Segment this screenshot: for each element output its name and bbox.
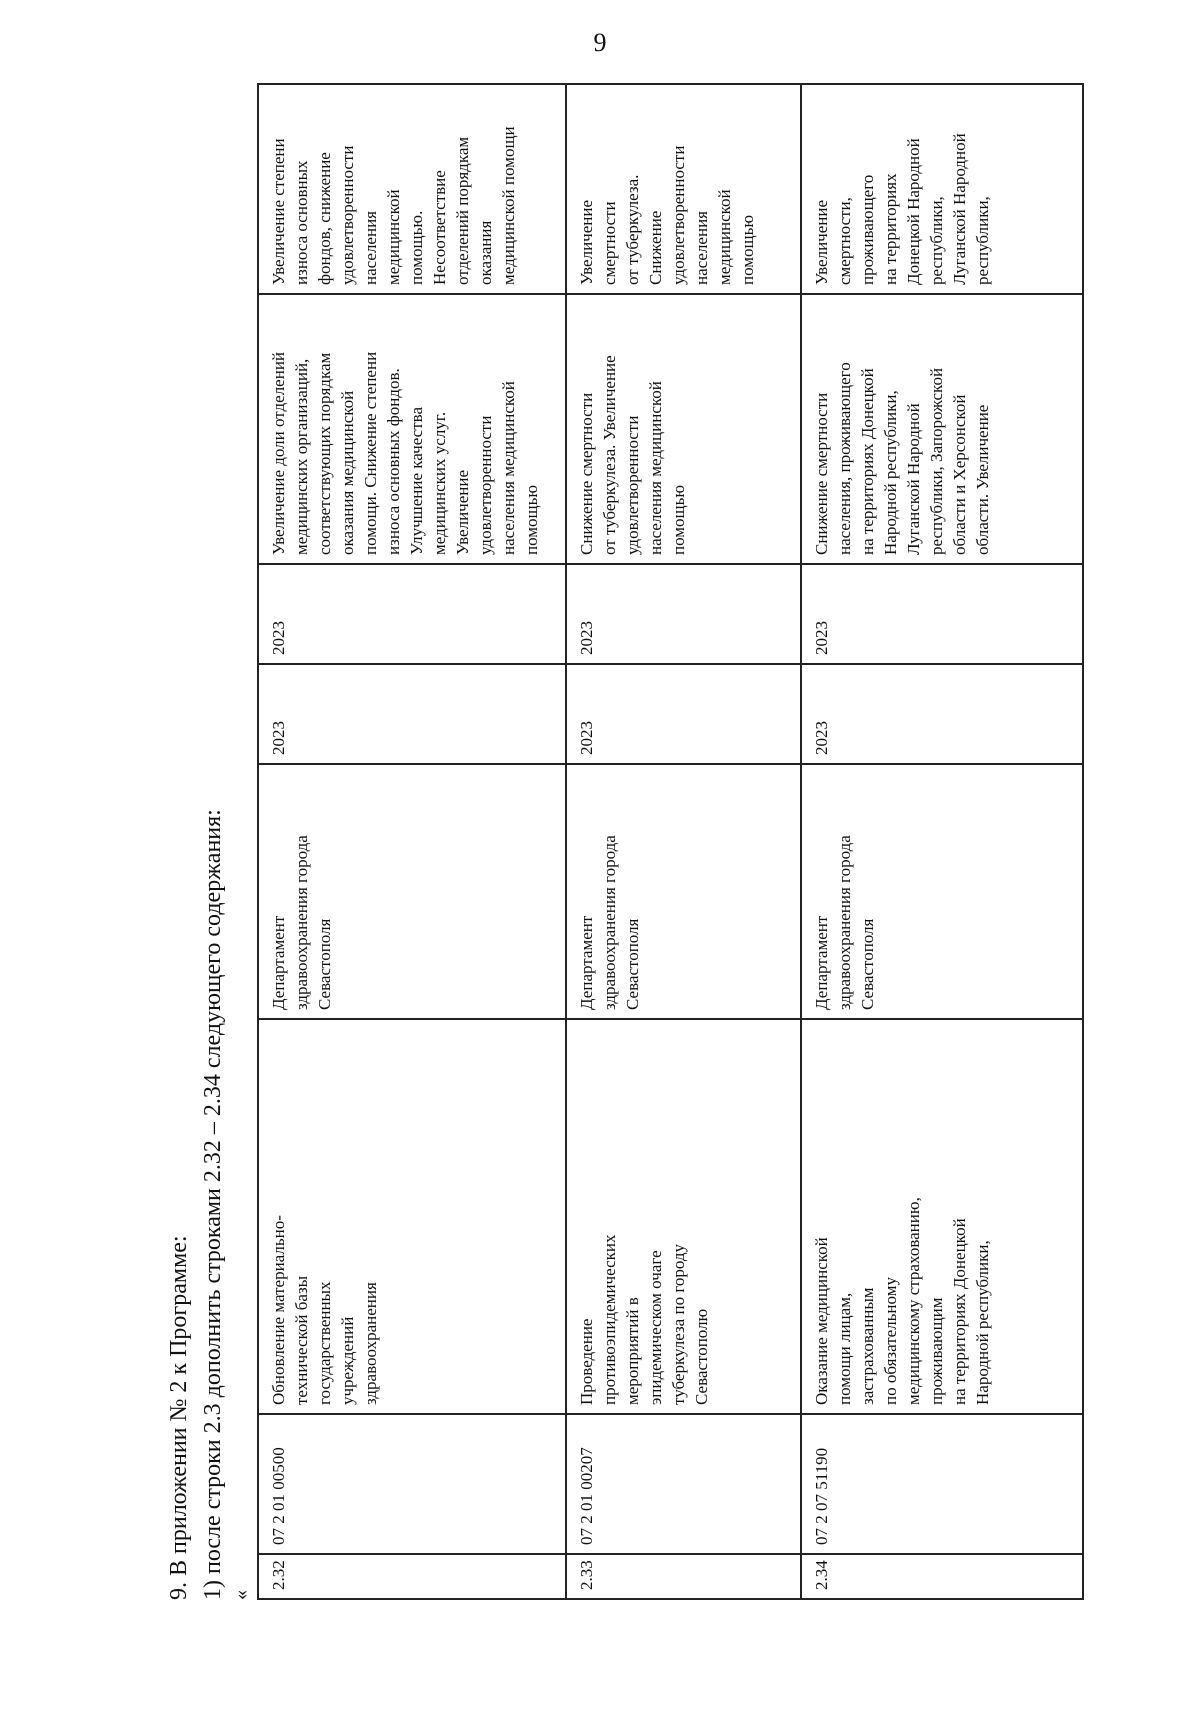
budget-code-cell: 07 2 01 00207 xyxy=(566,1414,801,1554)
consequence-cell: Увеличение степени износа основных фондов, снижение удовлетворенности населения медицинской помощью. Несоответствие отделений порядкам оказания медицинской помощи xyxy=(258,84,566,294)
budget-code-cell: 07 2 01 00500 xyxy=(258,1414,566,1554)
expected-result-cell: Снижение смертности от туберкулеза. Увеличение удовлетворенности населения медицинской помощью xyxy=(566,294,801,564)
consequence-cell: Увеличение смертности, проживающего на территориях Донецкой Народной республики, Луганской Народной республики, xyxy=(801,84,1083,294)
start-year-cell: 2023 xyxy=(258,664,566,764)
intro-line-2: 1) после строки 2.3 дополнить строками 2.32 – 2.34 следующего содержания: xyxy=(200,809,226,1600)
rotated-content xyxy=(162,85,1082,1600)
executor-cell: Департамент здравоохранения города Севастополя xyxy=(258,764,566,1019)
start-year-cell: 2023 xyxy=(801,664,1083,764)
row-number-cell: 2.32 xyxy=(258,1554,566,1599)
intro-line-1: 9. В приложении № 2 к Программе: xyxy=(166,1235,192,1600)
intro xyxy=(162,85,230,1600)
page-number: 9 xyxy=(593,28,607,57)
opening-quote: « xyxy=(230,1590,252,1600)
table-row xyxy=(801,84,1083,1599)
start-year-cell: 2023 xyxy=(566,664,801,764)
activity-name-cell: Обновление материально- технической базы государственных учреждений здравоохранения xyxy=(258,1019,566,1414)
program-table xyxy=(257,83,1084,1600)
activity-name-cell: Проведение противоэпидемических мероприятий в эпидемическом очаге туберкулеза по городу Севастополю xyxy=(566,1019,801,1414)
budget-code-cell: 07 2 07 51190 xyxy=(801,1414,1083,1554)
row-number-cell: 2.33 xyxy=(566,1554,801,1599)
consequence-cell: Увеличение смертности от туберкулеза. Снижение удовлетворенности населения медицинской помощью xyxy=(566,84,801,294)
expected-result-cell: Увеличение доли отделений медицинских организаций, соответствующих порядкам оказания медицинской помощи. Снижение степени износа основных фондов. Улучшение качества медицинских услуг. Увеличение удовлетворенности населения медицинской помощью xyxy=(258,294,566,564)
end-year-cell: 2023 xyxy=(566,564,801,664)
table-row xyxy=(566,84,801,1599)
expected-result-cell: Снижение смертности населения, проживающего на территориях Донецкой Народной республики, Луганской Народной республики, Запорожской области и Херсонской области. Увеличение xyxy=(801,294,1083,564)
end-year-cell: 2023 xyxy=(258,564,566,664)
activity-name-cell: Оказание медицинской помощи лицам, застрахованным по обязательному медицинскому страхованию, проживающим на территориях Донецкой Народной республики, xyxy=(801,1019,1083,1414)
executor-cell: Департамент здравоохранения города Севастополя xyxy=(801,764,1083,1019)
table-row xyxy=(258,84,566,1599)
row-number-cell: 2.34 xyxy=(801,1554,1083,1599)
executor-cell: Департамент здравоохранения города Севастополя xyxy=(566,764,801,1019)
end-year-cell: 2023 xyxy=(801,564,1083,664)
